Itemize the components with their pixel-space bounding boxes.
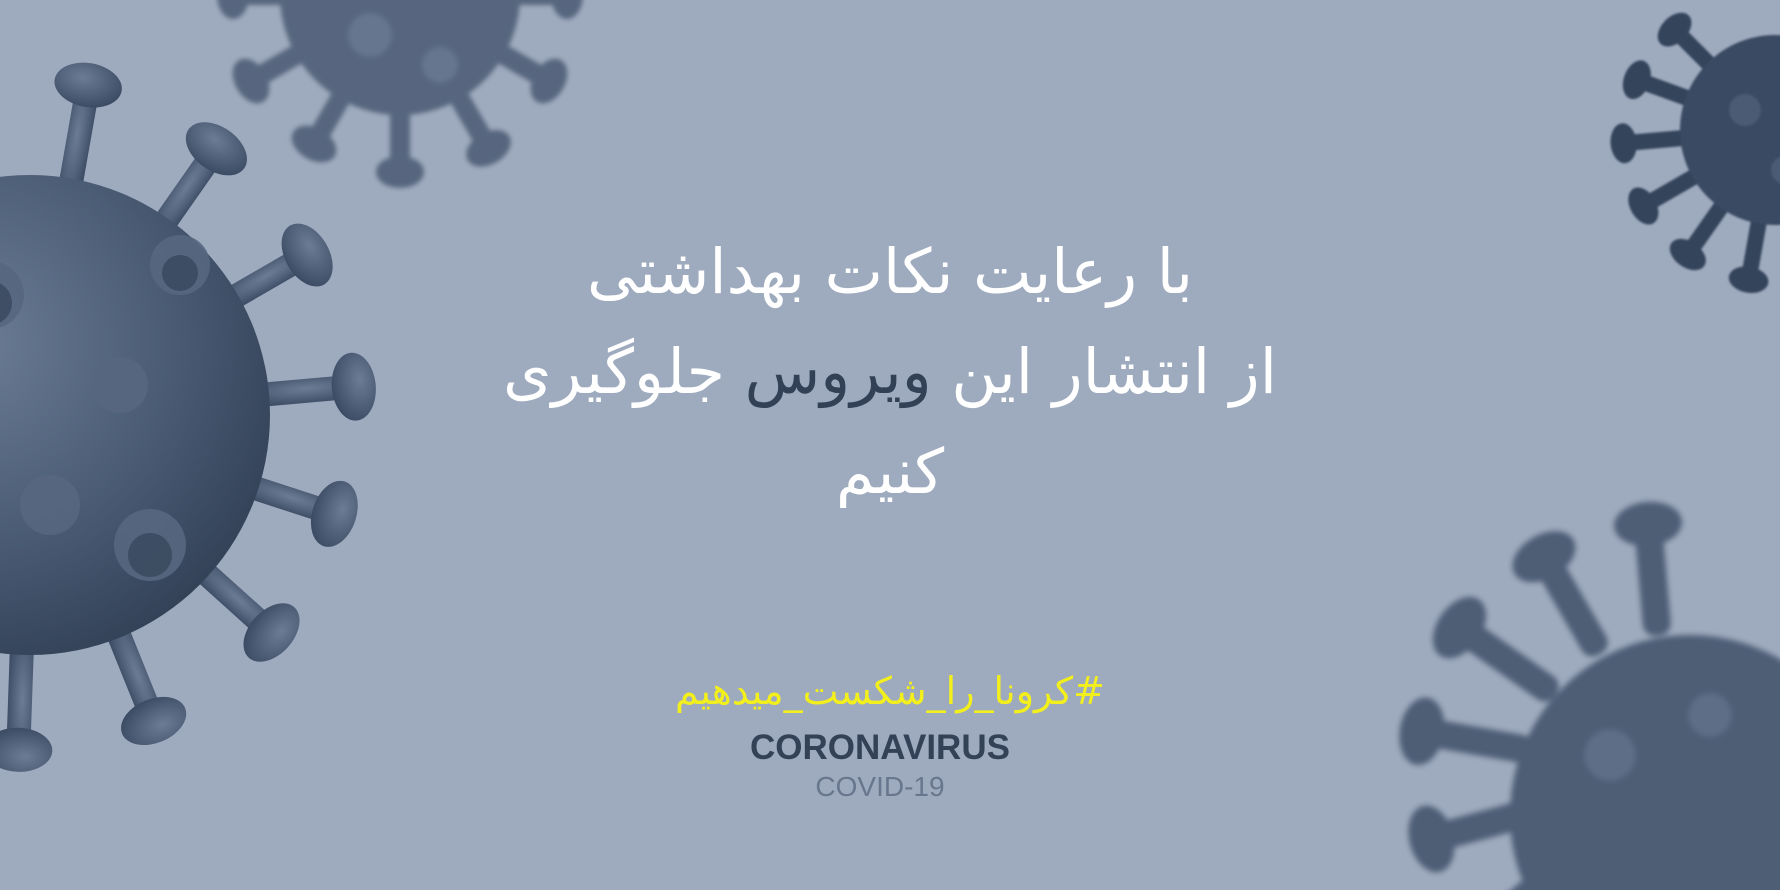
headline-line-1: با رعایت نکات بهداشتی [587,235,1193,308]
hashtag: #کرونا_را_شکست_میدهیم [675,669,1105,713]
virus-icon [1610,0,1780,290]
brand-title: CORONAVIRUS [750,728,1010,767]
headline [340,222,1440,522]
virus-icon [190,0,610,180]
headline-line-2-start: از انتشار این [951,335,1277,408]
headline-line-2 [340,322,1440,422]
virus-icon [1390,560,1780,890]
headline-line-3: کنیم [835,435,945,508]
brand-subtitle: COVID-19 [815,771,945,802]
headline-line-2-end: جلوگیری [503,335,725,408]
headline-highlight-word: ویروس [744,335,932,408]
